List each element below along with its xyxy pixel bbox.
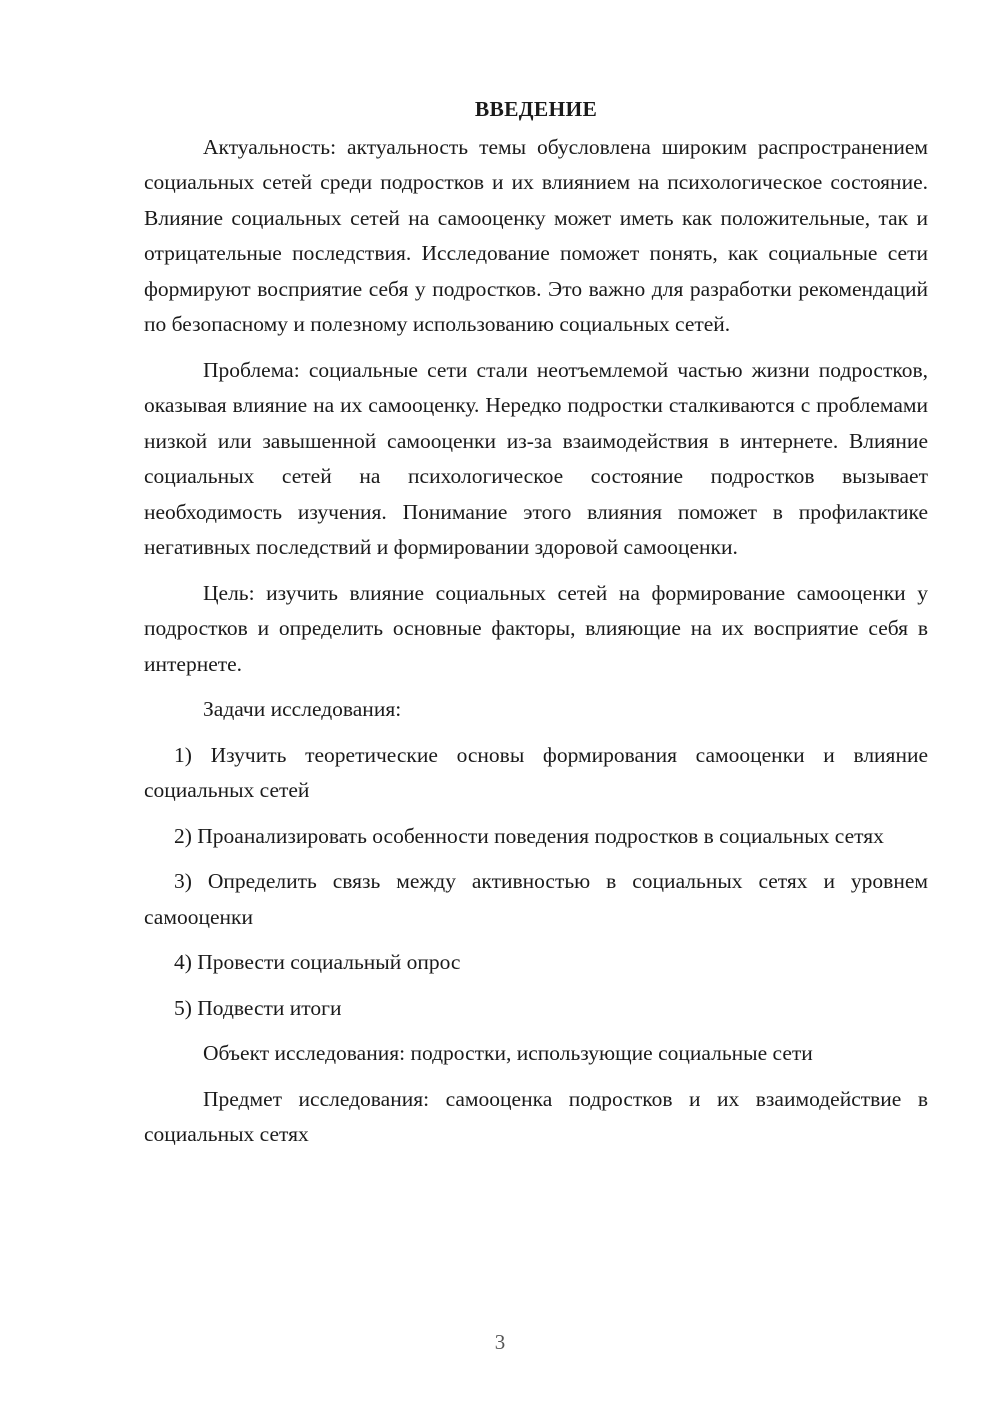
page-title: ВВЕДЕНИЕ	[474, 97, 598, 121]
page-number: 3	[494, 1330, 506, 1354]
document-page	[144, 92, 928, 1163]
task-item-5: 5) Подвести итоги	[174, 995, 342, 1020]
paragraph-problem: Проблема: социальные сети стали неотъемлемой частью жизни подростков, оказывая влияние на их самооценку. Нередко подростки сталкиваются с проблемами низкой или завышенной самооценки из-за взаимодействия в интернете. Влияние социальных сетей на психологическое состояние подростков вызывает необходимость изучения. Понимание этого влияния поможет в профилактике негативных последствий и формировании здоровой самооценки.	[144, 357, 928, 559]
task-item-4: 4) Провести социальный опрос	[174, 950, 461, 974]
paragraph-tasks-heading: Задачи исследования:	[203, 697, 402, 721]
task-item-2: 2) Проанализировать особенности поведения подростков в социальных сетях	[174, 823, 884, 848]
task-item-1: 1) Изучить теоретические основы формирования самооценки и влияние социальных сетей	[144, 742, 928, 802]
paragraph-goal: Цель: изучить влияние социальных сетей на формирование самооценки у подростков и определить основные факторы, влияющие на их восприятие себя в интернете.	[144, 580, 928, 676]
paragraph-subject: Предмет исследования: самооценка подростков и их взаимодействие в социальных сетях	[144, 1086, 928, 1146]
paragraph-relevance: Актуальность: актуальность темы обусловлена широким распространением социальных сетей среди подростков и их влиянием на психологическое состояние. Влияние социальных сетей на самооценку может иметь как положительные, так и отрицательные последствия. Исследование поможет понять, как социальные сети формируют восприятие себя у подростков. Это важно для разработки рекомендаций по безопасному и полезному использованию социальных сетей.	[144, 134, 928, 336]
paragraph-object: Объект исследования: подростки, использующие социальные сети	[203, 1041, 813, 1065]
task-item-3: 3) Определить связь между активностью в социальных сетях и уровнем самооценки	[144, 869, 928, 929]
